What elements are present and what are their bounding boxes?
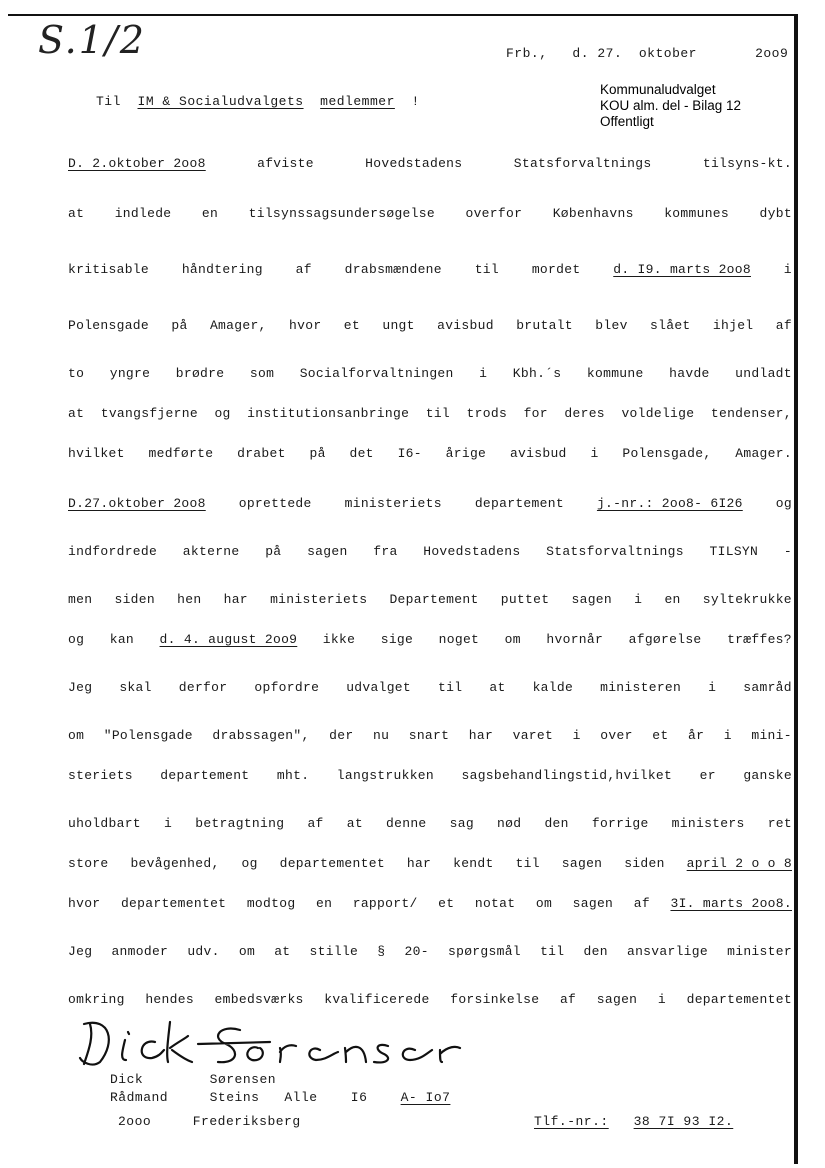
- salutation-mark: !: [411, 94, 420, 109]
- body-word: samråd: [743, 680, 792, 695]
- body-line: [68, 680, 792, 695]
- sender-floor: A- Io7: [400, 1090, 451, 1105]
- salutation-members: medlemmer: [320, 94, 395, 109]
- body-word: kritisable: [68, 262, 150, 277]
- body-word: forrige: [591, 816, 649, 831]
- body-word: er: [699, 768, 716, 783]
- body-word: ansvarlige: [626, 944, 708, 959]
- body-word: udvalget: [346, 680, 412, 695]
- body-word: betragtning: [195, 816, 285, 831]
- right-border-line: [794, 14, 798, 1164]
- body-word: undladt: [735, 366, 792, 381]
- body-word: den: [544, 816, 569, 831]
- top-border-line: [8, 14, 798, 16]
- sender-title: Rådmand: [110, 1090, 169, 1105]
- body-word: opfordre: [254, 680, 320, 695]
- sender-last-name: Sørensen: [209, 1072, 277, 1087]
- body-word: d. 4. august 2oo9: [159, 632, 298, 647]
- body-word: i: [783, 262, 792, 277]
- date-d: d.: [572, 46, 590, 61]
- body-word: brødre: [175, 366, 225, 381]
- body-word: mordet: [531, 262, 581, 277]
- body-word: og: [214, 406, 231, 421]
- body-word: ikke: [322, 632, 356, 647]
- body-word: modtog: [246, 896, 296, 911]
- body-word: indlede: [114, 206, 172, 221]
- body-word: denne: [386, 816, 427, 831]
- body-word: forsinkelse: [450, 992, 540, 1007]
- handwritten-signature: [70, 1012, 470, 1072]
- body-line: [68, 856, 792, 871]
- body-word: fra: [373, 544, 398, 559]
- date-place: Frb.,: [506, 46, 548, 61]
- body-word: det: [349, 446, 374, 461]
- body-word: drabsmændene: [344, 262, 442, 277]
- body-word: af: [307, 816, 324, 831]
- body-word: den: [583, 944, 608, 959]
- footer-name-row: [110, 1072, 276, 1087]
- body-line: [68, 816, 792, 831]
- body-word: Hovedstadens: [423, 544, 521, 559]
- body-word: udv.: [187, 944, 220, 959]
- body-word: D. 2.oktober 2oo8: [68, 156, 206, 171]
- body-word: har: [406, 856, 432, 871]
- body-word: et: [652, 728, 669, 743]
- body-word: tilsynssagsundersøgelse: [248, 206, 435, 221]
- body-word: trods: [466, 406, 508, 421]
- date-line: [506, 46, 788, 61]
- body-word: hen: [177, 592, 202, 607]
- body-word: til: [515, 856, 540, 871]
- body-word: har: [223, 592, 248, 607]
- body-word: snart: [408, 728, 450, 743]
- phone-number: 38 7I 93 I2.: [633, 1114, 734, 1129]
- body-line: [68, 896, 792, 911]
- body-line: [68, 632, 792, 647]
- body-word: sagen: [572, 896, 614, 911]
- body-word: sag: [449, 816, 474, 831]
- body-word: og: [68, 632, 85, 647]
- body-word: ret: [767, 816, 792, 831]
- body-word: for: [523, 406, 548, 421]
- body-word: store: [68, 856, 109, 871]
- body-word: ministeriets: [344, 496, 442, 511]
- body-word: brutalt: [516, 318, 573, 333]
- body-word: Socialforvaltningen: [299, 366, 454, 381]
- body-word: langstrukken: [336, 768, 435, 783]
- body-word: departementet: [686, 992, 792, 1007]
- body-word: departementet: [120, 896, 227, 911]
- body-word: ministers: [671, 816, 745, 831]
- body-word: 20-: [404, 944, 429, 959]
- handwritten-page-note: S.1/2: [38, 18, 146, 62]
- body-word: varet: [512, 728, 554, 743]
- body-word: §: [377, 944, 386, 959]
- body-word: kommunes: [664, 206, 730, 221]
- body-word: afgørelse: [628, 632, 702, 647]
- body-word: at: [68, 206, 85, 221]
- body-word: j.-nr.: 2oo8- 6I26: [596, 496, 743, 511]
- body-word: men: [68, 592, 93, 607]
- body-word: hvornår: [546, 632, 604, 647]
- body-word: hendes: [145, 992, 194, 1007]
- body-word: om: [238, 944, 256, 959]
- body-word: i: [479, 366, 488, 381]
- body-line: [68, 366, 792, 381]
- body-word: håndtering: [181, 262, 263, 277]
- body-word: Polensgade: [68, 318, 150, 333]
- body-word: ihjel: [712, 318, 754, 333]
- body-word: at: [489, 680, 506, 695]
- body-word: nød: [497, 816, 522, 831]
- body-word: to: [68, 366, 85, 381]
- body-line: [68, 406, 792, 421]
- body-word: departement: [160, 768, 250, 783]
- body-word: institutionsanbringe: [247, 406, 410, 421]
- salutation-prefix: Til: [96, 94, 121, 109]
- body-word: til: [474, 262, 500, 277]
- body-word: rapport/: [352, 896, 418, 911]
- body-word: om: [504, 632, 521, 647]
- sender-number: I6: [350, 1090, 368, 1105]
- body-word: siden: [624, 856, 665, 871]
- body-word: Hovedstadens: [365, 156, 463, 171]
- body-word: af: [559, 992, 577, 1007]
- body-word: i: [708, 680, 717, 695]
- sender-first-name: Dick: [110, 1072, 144, 1087]
- body-word: om: [68, 728, 85, 743]
- body-word: på: [309, 446, 326, 461]
- stamp-line-2: KOU alm. del - Bilag 12: [600, 98, 742, 113]
- body-word: anmoder: [111, 944, 169, 959]
- date-month: oktober: [638, 46, 697, 61]
- body-word: Jeg: [68, 944, 93, 959]
- body-line: [68, 156, 792, 171]
- body-word: sagsbehandlingstid,hvilket: [461, 768, 673, 783]
- body-word: indfordrede: [68, 544, 158, 559]
- body-word: sagen: [561, 856, 603, 871]
- body-word: tilsyns-kt.: [702, 156, 792, 171]
- body-word: sige: [380, 632, 414, 647]
- body-word: voldelige: [621, 406, 695, 421]
- salutation: [96, 94, 420, 109]
- body-word: i: [164, 816, 173, 831]
- body-word: sagen: [596, 992, 638, 1007]
- body-word: D.27.oktober 2oo8: [68, 496, 206, 511]
- body-word: år: [687, 728, 705, 743]
- body-word: syltekrukke: [702, 592, 792, 607]
- body-word: puttet: [500, 592, 550, 607]
- body-line: [68, 496, 792, 511]
- body-word: til: [425, 406, 451, 421]
- stamp-line-1: Kommunaludvalget: [600, 82, 716, 97]
- sender-street2: Alle: [284, 1090, 318, 1105]
- body-line: [68, 318, 792, 333]
- body-word: som: [249, 366, 275, 381]
- stamp-line-3: Offentligt: [600, 114, 654, 129]
- footer-phone-row: [534, 1114, 733, 1129]
- body-word: i: [572, 728, 581, 743]
- body-word: steriets: [68, 768, 133, 783]
- body-word: i: [634, 592, 643, 607]
- body-word: tendenser,: [710, 406, 792, 421]
- body-word: kalde: [532, 680, 574, 695]
- body-word: kendt: [453, 856, 494, 871]
- body-word: Statsforvaltnings: [546, 544, 684, 559]
- body-word: og: [775, 496, 792, 511]
- body-line: [68, 592, 792, 607]
- body-word: notat: [474, 896, 516, 911]
- sender-street: Steins: [209, 1090, 260, 1105]
- body-word: uholdbart: [68, 816, 141, 831]
- body-word: Departement: [389, 592, 479, 607]
- body-word: drabssagen",: [212, 728, 310, 743]
- body-word: d. I9. marts 2oo8: [613, 262, 751, 277]
- body-word: en: [315, 896, 333, 911]
- body-word: kommune: [586, 366, 644, 381]
- body-word: en: [664, 592, 681, 607]
- body-word: siden: [114, 592, 155, 607]
- body-word: departementet: [279, 856, 385, 871]
- body-word: -: [783, 544, 792, 559]
- body-word: træffes?: [727, 632, 792, 647]
- body-word: drabet: [237, 446, 286, 461]
- body-word: Kbh.´s: [512, 366, 562, 381]
- body-word: overfor: [465, 206, 523, 221]
- body-word: skal: [119, 680, 152, 695]
- body-word: havde: [669, 366, 710, 381]
- body-word: departement: [474, 496, 564, 511]
- body-word: oprettede: [238, 496, 312, 511]
- body-word: slået: [650, 318, 691, 333]
- sender-city: Frederiksberg: [192, 1114, 301, 1129]
- body-word: avisbud: [509, 446, 567, 461]
- body-word: på: [171, 318, 188, 333]
- body-word: om: [535, 896, 553, 911]
- body-word: ministeriets: [270, 592, 368, 607]
- body-line: [68, 768, 792, 783]
- footer-city-row: [118, 1114, 301, 1129]
- sender-postcode: 2ooo: [118, 1114, 152, 1129]
- body-word: noget: [438, 632, 480, 647]
- body-word: avisbud: [437, 318, 494, 333]
- body-word: nu: [372, 728, 390, 743]
- body-word: Polensgade,: [622, 446, 712, 461]
- body-word: af: [295, 262, 312, 277]
- body-word: kan: [109, 632, 135, 647]
- date-year: 2oo9: [755, 46, 789, 61]
- body-word: Jeg: [68, 680, 93, 695]
- body-word: ungt: [382, 318, 415, 333]
- body-word: at: [68, 406, 85, 421]
- body-word: hvor: [289, 318, 322, 333]
- body-word: årige: [445, 446, 487, 461]
- body-word: af: [775, 318, 792, 333]
- body-word: Amager.: [735, 446, 792, 461]
- body-word: "Polensgade: [103, 728, 193, 743]
- body-word: Københavns: [552, 206, 634, 221]
- body-word: ganske: [743, 768, 792, 783]
- body-word: til: [540, 944, 565, 959]
- body-line: [68, 944, 792, 959]
- body-word: mht.: [276, 768, 310, 783]
- body-word: et: [438, 896, 455, 911]
- body-word: blev: [595, 318, 628, 333]
- date-day: 27.: [597, 46, 623, 61]
- body-word: sagen: [571, 592, 613, 607]
- body-word: omkring: [68, 992, 125, 1007]
- body-word: dybt: [759, 206, 792, 221]
- body-word: og: [241, 856, 258, 871]
- body-line: [68, 544, 792, 559]
- body-word: til: [438, 680, 463, 695]
- body-word: stille: [309, 944, 359, 959]
- body-word: Statsforvaltnings: [513, 156, 652, 171]
- body-word: april 2 o o 8: [686, 856, 792, 871]
- body-word: hvilket: [68, 446, 125, 461]
- body-word: mini-: [751, 728, 792, 743]
- salutation-committee: IM & Socialudvalgets: [137, 94, 304, 109]
- body-word: over: [600, 728, 633, 743]
- body-word: et: [343, 318, 360, 333]
- phone-label: Tlf.-nr.:: [534, 1114, 609, 1129]
- body-word: medførte: [148, 446, 214, 461]
- body-word: i: [590, 446, 599, 461]
- body-word: derfor: [178, 680, 228, 695]
- body-line: [68, 992, 792, 1007]
- body-word: embedsværks: [214, 992, 304, 1007]
- body-word: bevågenhed,: [130, 856, 220, 871]
- body-line: [68, 262, 792, 277]
- body-word: minister: [727, 944, 792, 959]
- body-word: spørgsmål: [448, 944, 521, 959]
- body-line: [68, 728, 792, 743]
- body-word: Amager,: [209, 318, 267, 333]
- body-word: at: [346, 816, 363, 831]
- body-word: 3I. marts 2oo8.: [670, 896, 792, 911]
- body-word: afviste: [257, 156, 314, 171]
- body-word: yngre: [109, 366, 151, 381]
- body-word: hvor: [68, 896, 101, 911]
- body-line: [68, 206, 792, 221]
- body-word: akterne: [182, 544, 240, 559]
- body-word: at: [274, 944, 291, 959]
- body-word: har: [468, 728, 494, 743]
- body-word: tvangsfjerne: [100, 406, 198, 421]
- archive-stamp: [600, 82, 741, 130]
- body-line: [68, 446, 792, 461]
- body-word: i: [657, 992, 666, 1007]
- body-word: sagen: [307, 544, 348, 559]
- body-word: ministeren: [600, 680, 682, 695]
- body-word: kvalificerede: [324, 992, 430, 1007]
- body-word: deres: [564, 406, 605, 421]
- body-word: en: [201, 206, 219, 221]
- body-word: af: [633, 896, 650, 911]
- body-word: I6-: [397, 446, 422, 461]
- body-word: TILSYN: [709, 544, 759, 559]
- body-word: der: [329, 728, 354, 743]
- body-word: i: [723, 728, 732, 743]
- footer-address-row: [110, 1090, 450, 1105]
- body-word: på: [265, 544, 282, 559]
